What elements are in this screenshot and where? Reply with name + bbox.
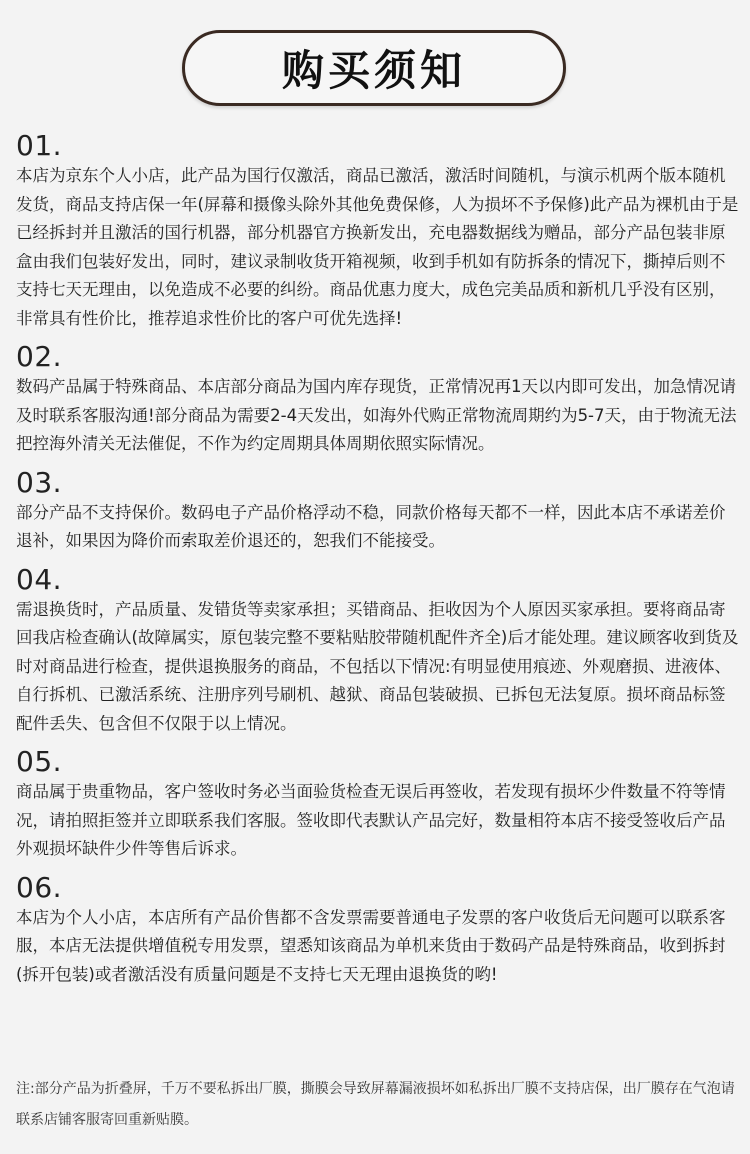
section-number: 01. bbox=[16, 129, 63, 162]
section-text: 本店为京东个人小店，此产品为国行仅激活，商品已激活，激活时间随机，与演示机两个版本随机发货，商品支持店保一年(屏幕和摄像头除外其他免费保修，人为损坏不予保修)此产品为裸机由于是已经拆封并且激活的国行机器，部分机器官方换新发出，充电器数据线为赠品，部分产品包装非原盒由我们包装好发出，同时，建议录制收货开箱视频，收到手机如有防拆条的情况下，撕掉后则不支持七天无理由，以免造成不必要的纠纷。商品优惠力度大，成色完美品质和新机几乎没有区别，非常具有性价比，推荐追求性价比的客户可优先选择! bbox=[16, 166, 739, 328]
notice-section-01 bbox=[16, 130, 740, 333]
section-number: 02. bbox=[16, 340, 63, 373]
notice-section-04 bbox=[16, 564, 740, 739]
section-number: 05. bbox=[16, 745, 63, 778]
section-text: 部分产品不支持保价。数码电子产品价格浮动不稳，同款价格每天都不一样，因此本店不承诺差价退补，如果因为降价而索取差价退还的，恕我们不能接受。 bbox=[16, 502, 726, 550]
footnote: 注:部分产品为折叠屏，千万不要私拆出厂膜，撕膜会导致屏幕漏液损坏如私拆出厂膜不支持店保，出厂膜存在气泡请联系店铺客服寄回重新贴膜。 bbox=[16, 1081, 735, 1128]
notice-content bbox=[16, 126, 740, 989]
title-banner bbox=[182, 30, 566, 106]
notice-section-02 bbox=[16, 341, 740, 459]
section-text: 需退换货时，产品质量、发错货等卖家承担；买错商品、拒收因为个人原因买家承担。要将商品寄回我店检查确认(故障属实，原包装完整不要粘贴胶带随机配件齐全)后才能处理。建议顾客收到货及时对商品进行检查，提供退换服务的商品，不包括以下情况:有明显使用痕迹、外观磨损、进液体、自行拆机、已激活系统、注册序列号刷机、越狱、商品包装破损、已拆包无法复原。损坏商品标签配件丢失、包含但不仅限于以上情况。 bbox=[16, 599, 739, 733]
section-text: 商品属于贵重物品，客户签收时务必当面验货检查无误后再签收，若发现有损坏少件数量不符等情况，请拍照拒签并立即联系我们客服。签收即代表默认产品完好，数量相符本店不接受签收后产品外观损坏缺件少件等售后诉求。 bbox=[16, 782, 726, 858]
section-number: 04. bbox=[16, 562, 63, 596]
section-text: 本店为个人小店，本店所有产品价售都不含发票需要普通电子发票的客户收货后无问题可以联系客服，本店无法提供增值税专用发票，望悉知该商品为单机来货由于数码产品是特殊商品，收到拆封(拆开包装)或者激活没有质量问题是不支持七天无理由退换货的哟! bbox=[16, 907, 726, 984]
notice-section-06 bbox=[16, 872, 740, 990]
section-text: 数码产品属于特殊商品、本店部分商品为国内库存现货，正常情况再1天以内即可发出，加急情况请及时联系客服沟通!部分商品为需要2-4天发出，如海外代购正常物流周期约为5-7天，由于物流无法把控海外清关无法催促，不作为约定周期具体周期依照实际情况。 bbox=[16, 377, 737, 453]
page-title: 购买须知 bbox=[281, 46, 466, 95]
section-number: 06. bbox=[16, 870, 63, 904]
section-number: 03. bbox=[16, 465, 63, 499]
notice-section-03 bbox=[16, 467, 740, 556]
notice-section-05 bbox=[16, 746, 740, 864]
